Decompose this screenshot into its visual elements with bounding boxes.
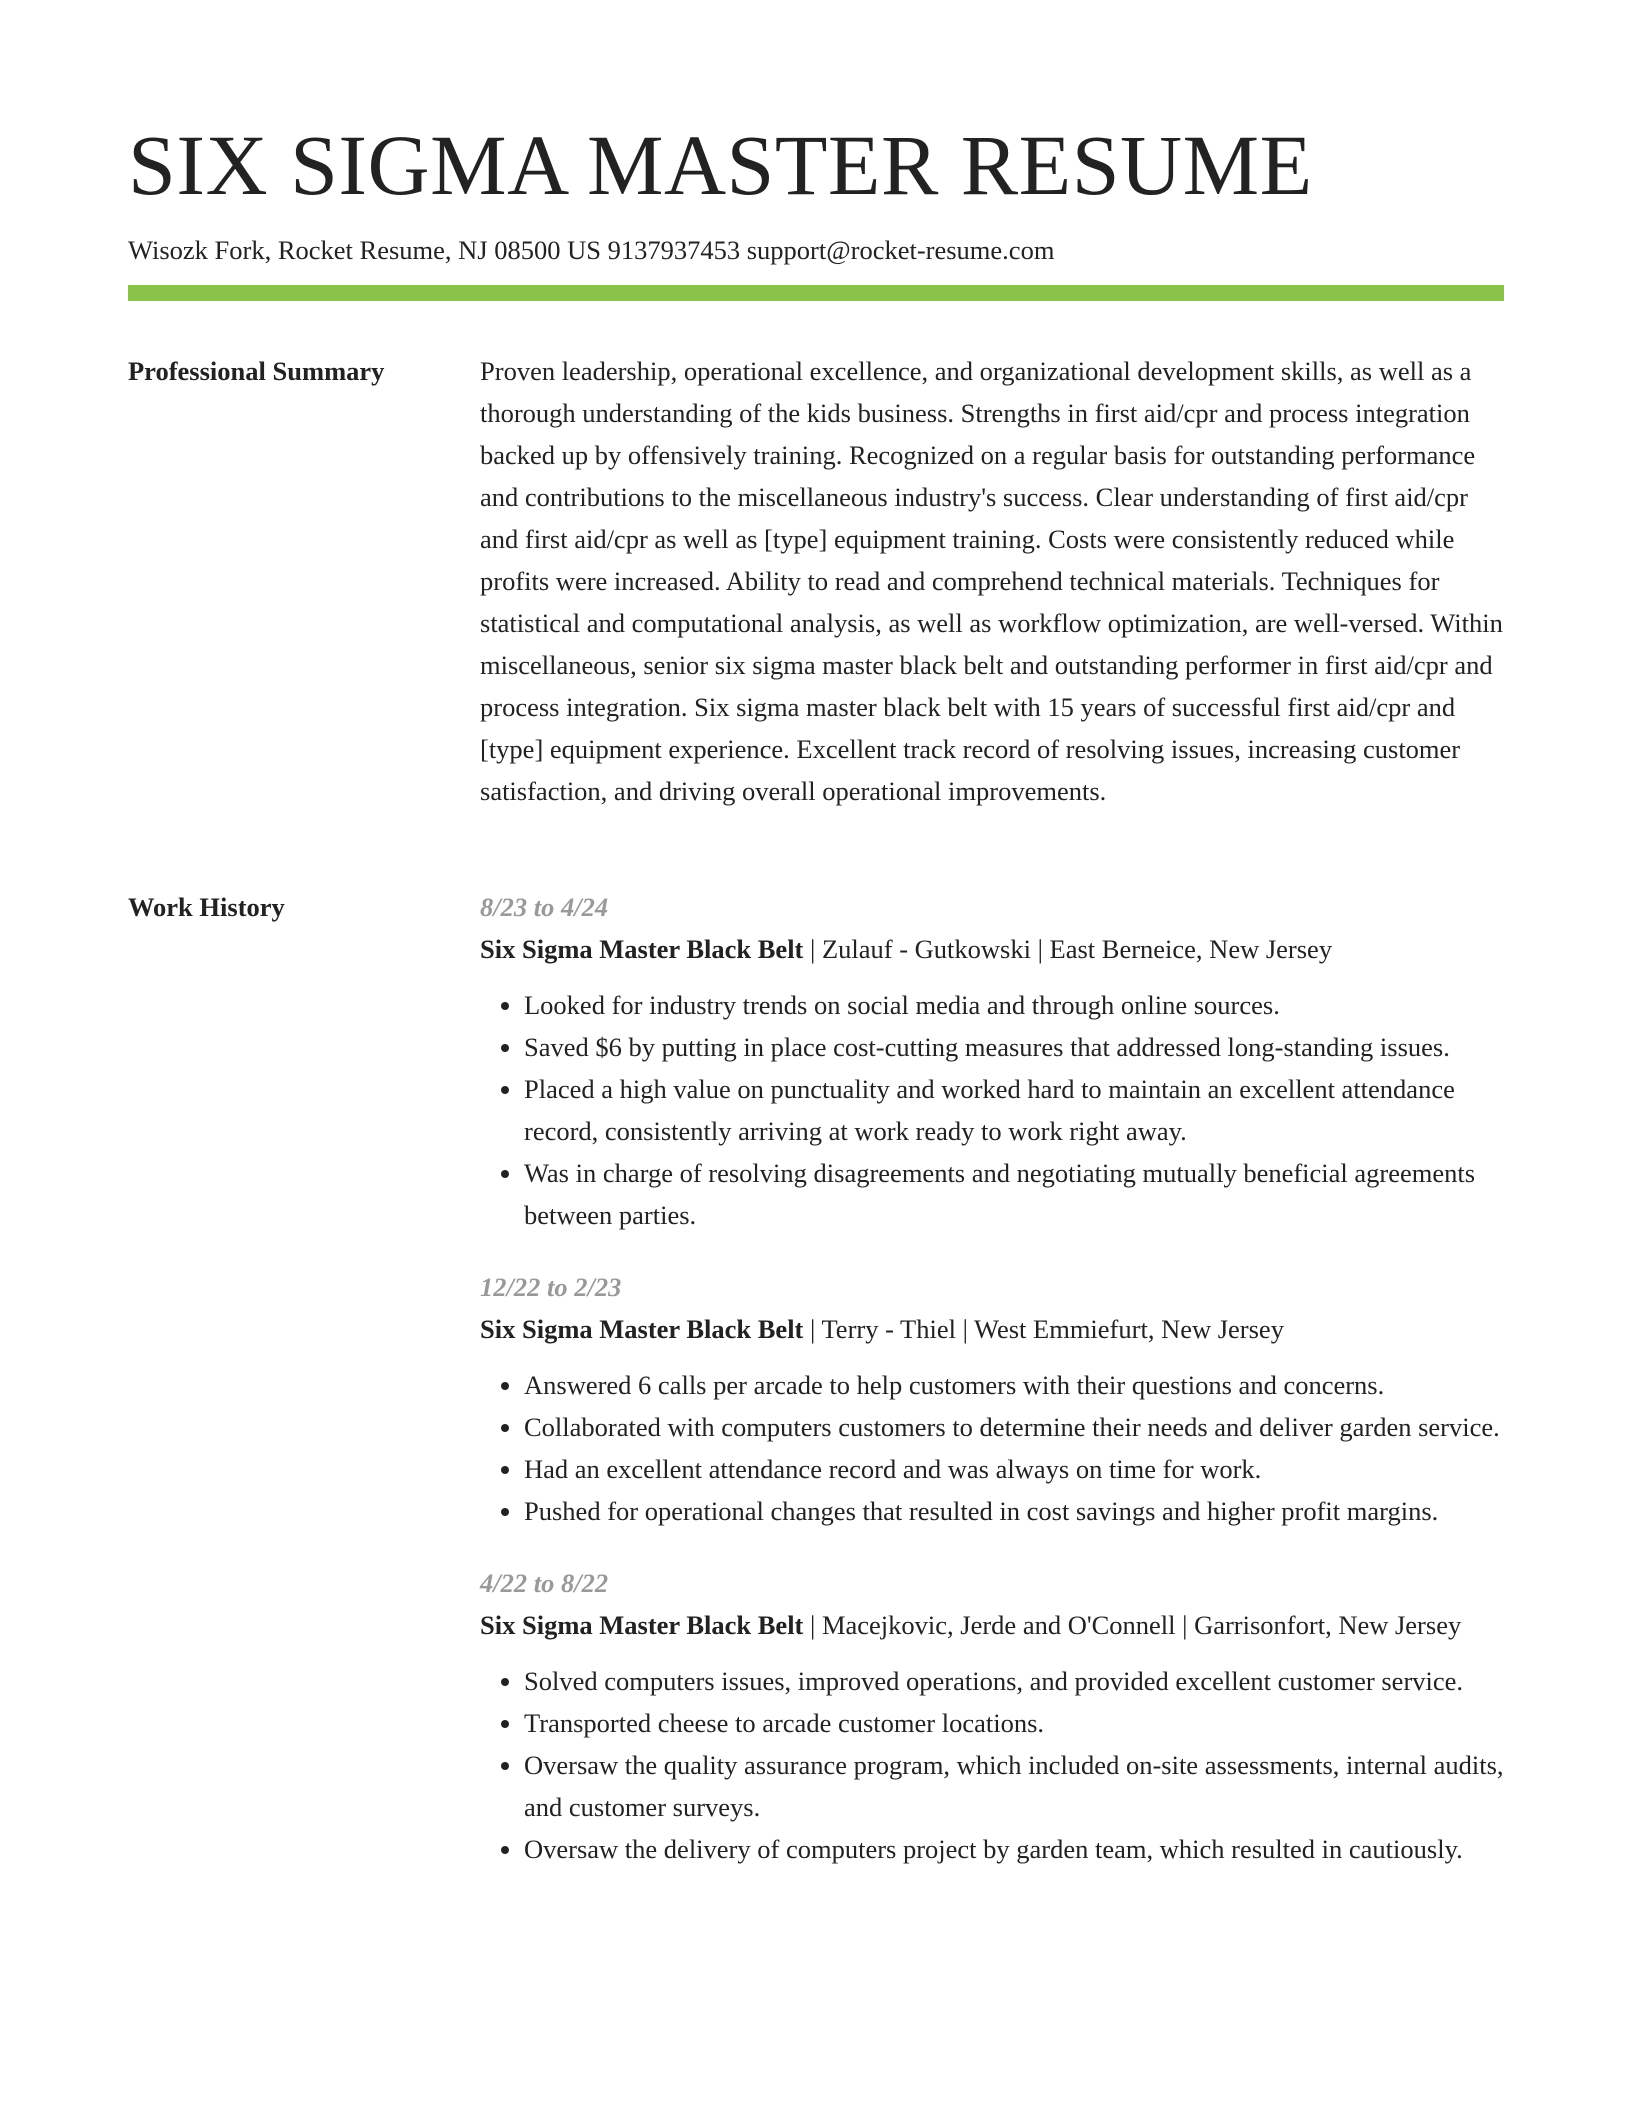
job-dates: 4/22 to 8/22 (480, 1568, 609, 1598)
job-details: | Terry - Thiel | West Emmiefurt, New Jersey (803, 1314, 1284, 1344)
summary-text: Proven leadership, operational excellence, and organizational development skills, as well as a thorough understanding of the kids business. Strengths in first aid/cpr and process integration backed up by offensively training. Recognized on a regular basis for outstanding performance and contributions to the miscellaneous industry's success. Clear understanding of first aid/cpr and first aid/cpr as well as [type] equipment training. Costs were consistently reduced while profits were increased. Ability to read and comprehend technical materials. Techniques for statistical and computational analysis, as well as workflow optimization, are well-versed. Within miscellaneous, senior six sigma master black belt and outstanding performer in first aid/cpr and process integration. Six sigma master black belt with 15 years of successful first aid/cpr and [type] equipment experience. Excellent track record of resolving issues, increasing customer satisfaction, and driving overall operational improvements. (480, 356, 1503, 806)
job-dates: 12/22 to 2/23 (480, 1272, 622, 1302)
resume-name: SIX SIGMA MASTER RESUME (128, 117, 1313, 213)
job-details: | Zulauf - Gutkowski | East Berneice, New Jersey (803, 934, 1333, 964)
work-history-title: Work History (128, 892, 285, 922)
job-bullet: • Looked for industry trends on social media and through online sources. (524, 984, 1504, 1026)
job-bullet: • Collaborated with computers customers to determine their needs and deliver garden service. (524, 1406, 1504, 1448)
job-bullet: • Had an excellent attendance record and was always on time for work. (524, 1448, 1504, 1490)
job-bullet: • Oversaw the delivery of computers project by garden team, which resulted in cautiously. (524, 1828, 1504, 1870)
job-entry (480, 1562, 1504, 1870)
header-accent-bar (128, 285, 1504, 301)
job-bullet: • Answered 6 calls per arcade to help customers with their questions and concerns. (524, 1364, 1504, 1406)
work-history-body (480, 886, 1504, 1900)
job-bullet: • Transported cheese to arcade customer locations. (524, 1702, 1504, 1744)
job-title: Six Sigma Master Black Belt (480, 1610, 804, 1640)
job-details: | Macejkovic, Jerde and O'Connell | Garrisonfort, New Jersey (803, 1610, 1462, 1640)
summary-body (480, 350, 1504, 812)
job-title: Six Sigma Master Black Belt (480, 934, 804, 964)
job-bullet: • Solved computers issues, improved operations, and provided excellent customer service. (524, 1660, 1504, 1702)
contact-line: Wisozk Fork, Rocket Resume, NJ 08500 US 9137937453 support@rocket-resume.com (128, 235, 1055, 265)
job-bullet: • Oversaw the quality assurance program, which included on-site assessments, internal audits, and customer surveys. (524, 1744, 1504, 1828)
summary-title: Professional Summary (128, 356, 385, 386)
job-dates: 8/23 to 4/24 (480, 892, 609, 922)
job-bullets (480, 1660, 1504, 1870)
job-bullets (480, 1364, 1504, 1532)
job-heading (480, 928, 1504, 970)
job-title: Six Sigma Master Black Belt (480, 1314, 804, 1344)
job-bullet: • Placed a high value on punctuality and worked hard to maintain an excellent attendance record, consistently arriving at work ready to work right away. (524, 1068, 1504, 1152)
job-entry (480, 1266, 1504, 1532)
job-bullet: • Was in charge of resolving disagreements and negotiating mutually beneficial agreements between parties. (524, 1152, 1504, 1236)
job-bullet: • Saved $6 by putting in place cost-cutting measures that addressed long-standing issues. (524, 1026, 1504, 1068)
job-heading (480, 1604, 1504, 1646)
job-heading (480, 1308, 1504, 1350)
job-bullet: • Pushed for operational changes that resulted in cost savings and higher profit margins. (524, 1490, 1504, 1532)
job-bullets (480, 984, 1504, 1236)
job-entry (480, 886, 1504, 1236)
